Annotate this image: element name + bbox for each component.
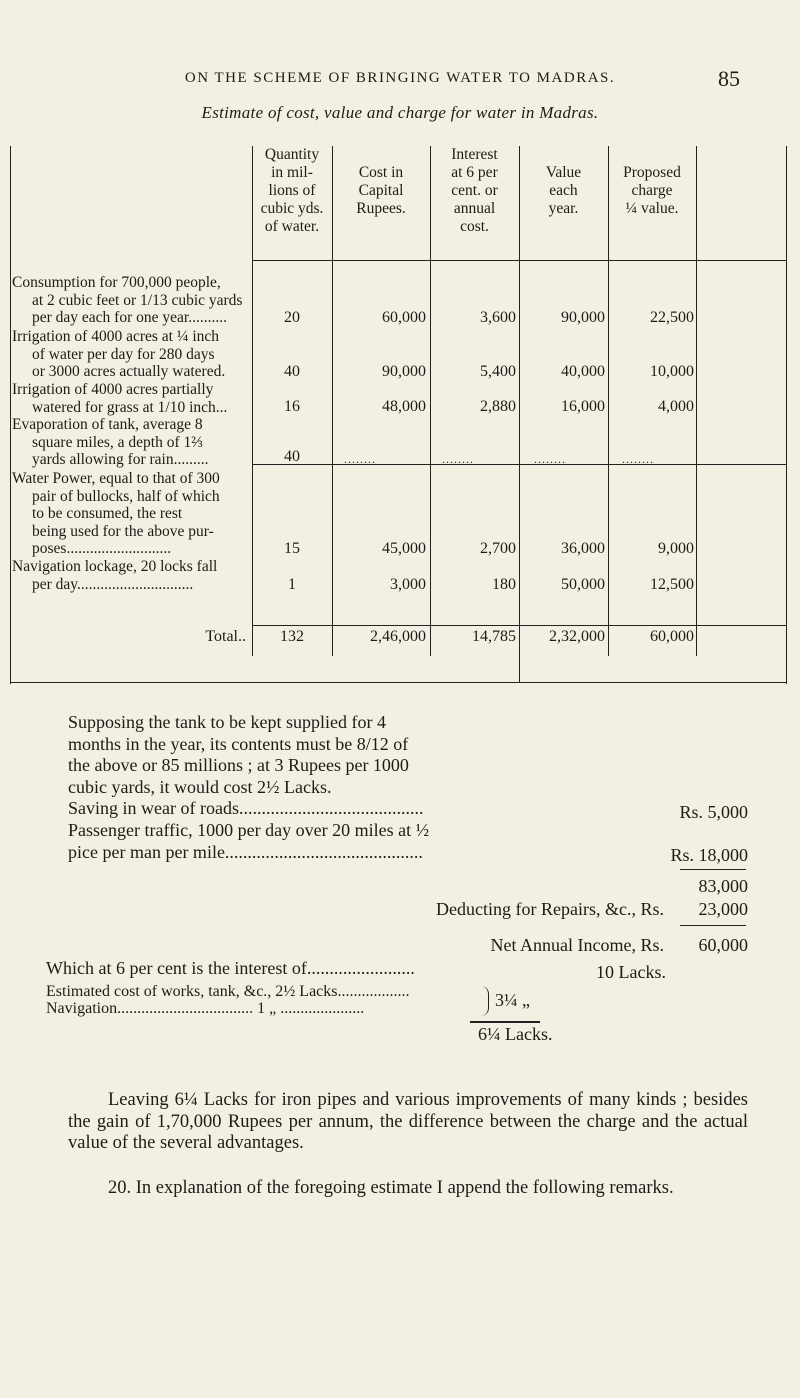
row-waterpower-value: 36,000	[561, 540, 605, 557]
sum-rule	[680, 869, 746, 870]
table-rule	[786, 146, 787, 684]
row-evaporation-description: Evaporation of tank, average 8 square miles, a depth of 1⅔ yards allowing for rain.........	[12, 416, 209, 469]
row-waterpower-quantity: 15	[284, 540, 300, 557]
table-rule	[252, 260, 787, 261]
net-income-value: 60,000	[698, 935, 748, 955]
table-rule	[696, 146, 697, 656]
row-evaporation-interest-empty: ........	[442, 452, 474, 466]
row-evaporation-quantity: 40	[284, 448, 300, 465]
sum-rule	[680, 925, 746, 926]
row-irrigation-description: Irrigation of 4000 acres at ¼ inch of water per day for 280 days or 3000 acres actually watered.	[12, 328, 226, 381]
row-irrigation-quantity: 40	[284, 363, 300, 380]
row-navigation-cost: 3,000	[390, 576, 426, 593]
row-grass-description: Irrigation of 4000 acres partially watered for grass at 1/10 inch...	[12, 381, 228, 416]
row-navigation-charge: 12,500	[650, 576, 694, 593]
passenger-line: Passenger traffic, 1000 per day over 20 miles at ½ pice per man per mile............................................ Rs. 18,000	[68, 820, 748, 865]
header-interest: Interest at 6 per cent. or annual cost.	[451, 146, 498, 235]
row-irrigation-cost: 90,000	[382, 363, 426, 380]
final-value: 6¼ Lacks.	[478, 1024, 553, 1044]
row-consumption-quantity: 20	[284, 309, 300, 326]
saving-line: Saving in wear of roads......................................... Rs. 5,000	[68, 798, 748, 822]
explanation-paragraph: 20. In explanation of the foregoing estimate I append the following remarks.	[108, 1178, 674, 1198]
which-value: 10 Lacks.	[596, 962, 666, 982]
row-evaporation-cost-empty: ........	[344, 452, 376, 466]
running-head-title: ON THE SCHEME OF BRINGING WATER TO MADRAS.	[184, 70, 616, 86]
table-caption: Estimate of cost, value and charge for water in Madras.	[201, 103, 599, 122]
row-consumption-cost: 60,000	[382, 309, 426, 326]
total-label: Total..	[205, 628, 246, 645]
header-quantity: Quantity in mil- lions of cubic yds. of water.	[260, 146, 324, 235]
total-cost: 2,46,000	[370, 628, 426, 645]
row-navigation-value: 50,000	[561, 576, 605, 593]
sum-rule	[470, 1021, 540, 1023]
header-charge: Proposed charge ¼ value.	[623, 164, 681, 217]
row-evaporation-value-empty: ........	[534, 452, 566, 466]
row-irrigation-charge: 10,000	[650, 363, 694, 380]
row-grass-interest: 2,880	[480, 398, 516, 415]
running-head	[0, 66, 800, 92]
total-value: 2,32,000	[549, 628, 605, 645]
header-value: Value each year.	[545, 164, 582, 217]
row-consumption-description: Consumption for 700,000 people, at 2 cubic feet or 1/13 cubic yards per day each for one year..........	[12, 274, 243, 327]
net-income-line: Net Annual Income, Rs. 60,000	[490, 935, 748, 955]
header-cost: Cost in Capital Rupees.	[356, 164, 406, 217]
leaving-paragraph: Leaving 6¼ Lacks for iron pipes and various improvements of many kinds ; besides the gain of 1,70,000 Rupees per annum, the difference between the charge and the actual value of the several advantages.	[68, 1090, 748, 1153]
deducting-value: 23,000	[698, 899, 748, 919]
estimate-table	[10, 146, 794, 684]
row-grass-quantity: 16	[284, 398, 300, 415]
total-quantity: 132	[280, 628, 304, 645]
row-grass-charge: 4,000	[658, 398, 694, 415]
which-line: Which at 6 per cent is the interest of........................ 10 Lacks.	[46, 958, 666, 982]
row-irrigation-value: 40,000	[561, 363, 605, 380]
total-charge: 60,000	[650, 628, 694, 645]
estimated-line: Estimated cost of works, tank, &c., 2½ Lacks..................	[46, 983, 410, 1000]
row-grass-value: 16,000	[561, 398, 605, 415]
table-rule	[252, 625, 787, 626]
row-waterpower-cost: 45,000	[382, 540, 426, 557]
row-grass-cost: 48,000	[382, 398, 426, 415]
table-rule	[10, 146, 11, 684]
table-rule	[252, 464, 787, 465]
page-number: 85	[718, 66, 740, 91]
total-interest: 14,785	[472, 628, 516, 645]
table-rule	[10, 682, 787, 683]
row-consumption-interest: 3,600	[480, 309, 516, 326]
row-navigation-description: Navigation lockage, 20 locks fall per day..............................	[12, 558, 218, 593]
navigation-line: Navigation.................................. 1 „ .....................	[46, 1000, 365, 1017]
row-waterpower-interest: 2,700	[480, 540, 516, 557]
subtotal-line	[68, 876, 748, 898]
supposing-text: Supposing the tank to be kept supplied for 4 months in the year, its contents must be 8/12 of the above or 85 millions ; at 3 Rupees per 1000 cubic yards, it would cost 2½ Lacks.	[68, 712, 409, 797]
row-waterpower-charge: 9,000	[658, 540, 694, 557]
row-irrigation-interest: 5,400	[480, 363, 516, 380]
row-evaporation-charge-empty: ........	[622, 452, 654, 466]
brace	[480, 986, 489, 1016]
subtotal-value: 83,000	[698, 876, 748, 896]
row-navigation-quantity: 1	[288, 576, 296, 593]
row-consumption-value: 90,000	[561, 309, 605, 326]
passenger-value: Rs. 18,000	[670, 845, 748, 865]
row-waterpower-description: Water Power, equal to that of 300 pair of bullocks, half of which to be consumed, the rest being used for the above pur- poses...........................	[12, 470, 220, 558]
row-consumption-charge: 22,500	[650, 309, 694, 326]
saving-value: Rs. 5,000	[679, 802, 748, 822]
deducting-line: Deducting for Repairs, &c., Rs. 23,000	[436, 899, 748, 919]
row-navigation-interest: 180	[492, 576, 516, 593]
combined-value: 3¼ „	[495, 990, 530, 1010]
